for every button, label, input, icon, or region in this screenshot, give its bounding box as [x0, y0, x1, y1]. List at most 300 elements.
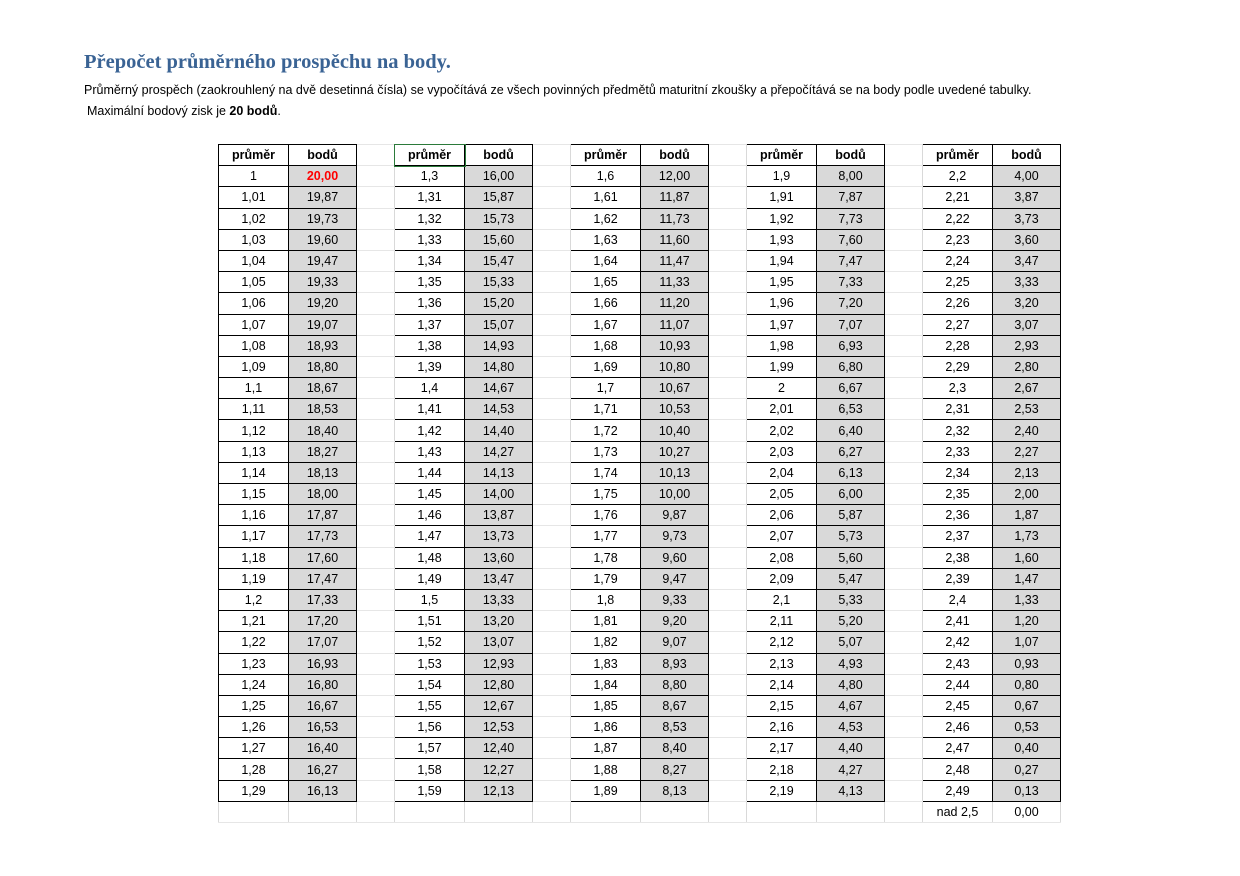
- gap-cell: [357, 229, 395, 250]
- gap-cell: [357, 738, 395, 759]
- points-cell: 13,20: [465, 611, 533, 632]
- average-cell: 1,48: [395, 547, 465, 568]
- header-average: průměr: [923, 145, 993, 166]
- points-cell: 9,33: [641, 589, 709, 610]
- gap-cell: [357, 272, 395, 293]
- points-cell: 18,53: [289, 399, 357, 420]
- points-cell: 4,80: [817, 674, 885, 695]
- points-cell: 6,27: [817, 441, 885, 462]
- gap-cell: [533, 780, 571, 801]
- average-cell: 1,31: [395, 187, 465, 208]
- gap-cell: [357, 145, 395, 166]
- points-cell: 18,80: [289, 356, 357, 377]
- points-cell: 12,40: [465, 738, 533, 759]
- points-cell: 19,33: [289, 272, 357, 293]
- table-row: [219, 611, 1061, 632]
- gap-cell: [885, 272, 923, 293]
- gap-cell: [533, 611, 571, 632]
- average-cell: 2,1: [747, 589, 817, 610]
- average-cell: 1,09: [219, 356, 289, 377]
- points-cell: 10,80: [641, 356, 709, 377]
- points-cell: 3,73: [993, 208, 1061, 229]
- gap-cell: [709, 420, 747, 441]
- average-cell: 1,96: [747, 293, 817, 314]
- points-cell: 10,53: [641, 399, 709, 420]
- points-cell: 0,40: [993, 738, 1061, 759]
- gap-cell: [533, 505, 571, 526]
- average-cell: 1,15: [219, 484, 289, 505]
- average-cell: 1,51: [395, 611, 465, 632]
- points-cell: 6,53: [817, 399, 885, 420]
- points-cell: 16,93: [289, 653, 357, 674]
- average-cell: 1,4: [395, 378, 465, 399]
- points-cell: 4,53: [817, 717, 885, 738]
- points-cell: 1,60: [993, 547, 1061, 568]
- average-cell: 2,11: [747, 611, 817, 632]
- document-title: Přepočet průměrného prospěchu na body.: [84, 51, 451, 73]
- average-cell: 1,2: [219, 589, 289, 610]
- gap-cell: [357, 801, 395, 822]
- gap-cell: [885, 314, 923, 335]
- average-cell: 2,45: [923, 695, 993, 716]
- average-cell: 2,25: [923, 272, 993, 293]
- gap-cell: [709, 526, 747, 547]
- points-cell: 10,27: [641, 441, 709, 462]
- average-cell: 1,61: [571, 187, 641, 208]
- average-cell: 1,87: [571, 738, 641, 759]
- average-cell: 1,13: [219, 441, 289, 462]
- average-cell: 1,75: [571, 484, 641, 505]
- average-cell: 1,93: [747, 229, 817, 250]
- average-cell: 2,06: [747, 505, 817, 526]
- average-cell: 1,76: [571, 505, 641, 526]
- points-cell: 10,00: [641, 484, 709, 505]
- points-cell: 19,20: [289, 293, 357, 314]
- average-cell: 1,07: [219, 314, 289, 335]
- header-points: bodů: [817, 145, 885, 166]
- points-cell: 1,87: [993, 505, 1061, 526]
- points-cell: 5,07: [817, 632, 885, 653]
- average-cell: 2,48: [923, 759, 993, 780]
- points-cell: 11,20: [641, 293, 709, 314]
- average-cell: 2,03: [747, 441, 817, 462]
- gap-cell: [885, 717, 923, 738]
- points-cell: 12,27: [465, 759, 533, 780]
- empty-cell: [747, 801, 817, 822]
- average-cell: 1,39: [395, 356, 465, 377]
- average-cell: 2: [747, 378, 817, 399]
- points-cell: 12,93: [465, 653, 533, 674]
- header-average: průměr: [571, 145, 641, 166]
- points-cell: 14,13: [465, 462, 533, 483]
- average-cell: 1,45: [395, 484, 465, 505]
- points-cell: 6,40: [817, 420, 885, 441]
- gap-cell: [533, 250, 571, 271]
- points-cell: 0,93: [993, 653, 1061, 674]
- points-cell: 14,93: [465, 335, 533, 356]
- points-cell: 5,73: [817, 526, 885, 547]
- gap-cell: [533, 356, 571, 377]
- gap-cell: [533, 717, 571, 738]
- average-cell: 1,69: [571, 356, 641, 377]
- table-row: [219, 293, 1061, 314]
- points-cell: 19,07: [289, 314, 357, 335]
- points-cell: 17,33: [289, 589, 357, 610]
- average-cell: 2,49: [923, 780, 993, 801]
- table-row: [219, 378, 1061, 399]
- average-cell: 1,42: [395, 420, 465, 441]
- average-cell: 1,04: [219, 250, 289, 271]
- gap-cell: [357, 187, 395, 208]
- average-cell: 1,23: [219, 653, 289, 674]
- max-points-value: 20 bodů: [229, 104, 278, 118]
- average-cell: 2,09: [747, 568, 817, 589]
- average-cell: 1,94: [747, 250, 817, 271]
- points-cell: 3,07: [993, 314, 1061, 335]
- average-cell: 1,16: [219, 505, 289, 526]
- points-cell: 4,93: [817, 653, 885, 674]
- gap-cell: [357, 420, 395, 441]
- average-cell: 2,19: [747, 780, 817, 801]
- average-cell: 1,84: [571, 674, 641, 695]
- table-row: [219, 462, 1061, 483]
- points-cell: 5,20: [817, 611, 885, 632]
- gap-cell: [885, 695, 923, 716]
- table-row: [219, 674, 1061, 695]
- gap-cell: [885, 166, 923, 187]
- points-cell: 10,67: [641, 378, 709, 399]
- table-row: [219, 505, 1061, 526]
- points-cell: 2,27: [993, 441, 1061, 462]
- average-cell: 1,44: [395, 462, 465, 483]
- gap-cell: [885, 526, 923, 547]
- average-cell: 1,52: [395, 632, 465, 653]
- points-cell: 8,27: [641, 759, 709, 780]
- gap-cell: [357, 293, 395, 314]
- gap-cell: [885, 632, 923, 653]
- average-cell: 1,77: [571, 526, 641, 547]
- average-cell: 1,14: [219, 462, 289, 483]
- table-row: [219, 187, 1061, 208]
- average-cell: 1,67: [571, 314, 641, 335]
- gap-cell: [885, 589, 923, 610]
- table-row: [219, 208, 1061, 229]
- gap-cell: [357, 250, 395, 271]
- table-row: [219, 759, 1061, 780]
- points-cell: 15,07: [465, 314, 533, 335]
- average-cell: 1,82: [571, 632, 641, 653]
- average-cell: 2,29: [923, 356, 993, 377]
- average-cell: 1,72: [571, 420, 641, 441]
- gap-cell: [709, 145, 747, 166]
- average-cell: 2,21: [923, 187, 993, 208]
- points-cell: 17,47: [289, 568, 357, 589]
- points-cell: 5,33: [817, 589, 885, 610]
- gap-cell: [709, 166, 747, 187]
- average-cell: 1,7: [571, 378, 641, 399]
- points-cell: 6,13: [817, 462, 885, 483]
- points-cell: 0,67: [993, 695, 1061, 716]
- average-cell: 1,79: [571, 568, 641, 589]
- points-cell: 1,20: [993, 611, 1061, 632]
- gap-cell: [533, 759, 571, 780]
- points-cell: 5,47: [817, 568, 885, 589]
- footer-points: 0,00: [993, 801, 1061, 822]
- points-cell: 15,60: [465, 229, 533, 250]
- table-row: [219, 653, 1061, 674]
- average-cell: 1,02: [219, 208, 289, 229]
- gap-cell: [357, 589, 395, 610]
- points-cell: 15,47: [465, 250, 533, 271]
- points-cell: 2,67: [993, 378, 1061, 399]
- empty-cell: [571, 801, 641, 822]
- points-cell: 18,13: [289, 462, 357, 483]
- average-cell: 2,17: [747, 738, 817, 759]
- gap-cell: [357, 695, 395, 716]
- points-cell: 17,07: [289, 632, 357, 653]
- average-cell: 1,55: [395, 695, 465, 716]
- average-cell: 2,04: [747, 462, 817, 483]
- table-row: [219, 250, 1061, 271]
- average-cell: 1,43: [395, 441, 465, 462]
- gap-cell: [885, 208, 923, 229]
- average-cell: 1,27: [219, 738, 289, 759]
- gap-cell: [709, 547, 747, 568]
- footer-average: nad 2,5: [923, 801, 993, 822]
- table-row: [219, 484, 1061, 505]
- gap-cell: [357, 632, 395, 653]
- gap-cell: [533, 208, 571, 229]
- table-row: [219, 780, 1061, 801]
- average-cell: 1,56: [395, 717, 465, 738]
- average-cell: 1,78: [571, 547, 641, 568]
- average-cell: 1,63: [571, 229, 641, 250]
- gap-cell: [885, 505, 923, 526]
- points-cell: 7,07: [817, 314, 885, 335]
- average-cell: 1,83: [571, 653, 641, 674]
- average-cell: 2,28: [923, 335, 993, 356]
- table-row: [219, 568, 1061, 589]
- average-cell: 1: [219, 166, 289, 187]
- average-cell: 1,88: [571, 759, 641, 780]
- points-cell: 11,73: [641, 208, 709, 229]
- average-cell: 1,66: [571, 293, 641, 314]
- conversion-table: [218, 144, 1061, 823]
- average-cell: 1,01: [219, 187, 289, 208]
- points-cell: 6,93: [817, 335, 885, 356]
- gap-cell: [357, 717, 395, 738]
- average-cell: 1,32: [395, 208, 465, 229]
- gap-cell: [885, 780, 923, 801]
- average-cell: 2,39: [923, 568, 993, 589]
- points-cell: 3,47: [993, 250, 1061, 271]
- points-cell: 16,53: [289, 717, 357, 738]
- gap-cell: [709, 632, 747, 653]
- average-cell: 2,41: [923, 611, 993, 632]
- gap-cell: [533, 526, 571, 547]
- points-cell: 6,67: [817, 378, 885, 399]
- intro-text: Průměrný prospěch (zaokrouhlený na dvě desetinná čísla) se vypočítává ze všech povinných předmětů maturitní zkoušky a přepočítává se na body podle uvedené tabulky.: [84, 83, 1032, 97]
- average-cell: 1,85: [571, 695, 641, 716]
- gap-cell: [709, 695, 747, 716]
- points-cell: 14,67: [465, 378, 533, 399]
- average-cell: 1,3: [395, 166, 465, 187]
- gap-cell: [533, 462, 571, 483]
- gap-cell: [533, 801, 571, 822]
- gap-cell: [357, 653, 395, 674]
- average-cell: 1,05: [219, 272, 289, 293]
- gap-cell: [885, 229, 923, 250]
- points-cell: 13,47: [465, 568, 533, 589]
- table-header-row: [219, 145, 1061, 166]
- points-cell: 19,47: [289, 250, 357, 271]
- points-cell: 12,80: [465, 674, 533, 695]
- average-cell: 2,32: [923, 420, 993, 441]
- table-row: [219, 229, 1061, 250]
- points-cell: 4,13: [817, 780, 885, 801]
- gap-cell: [885, 145, 923, 166]
- average-cell: 1,6: [571, 166, 641, 187]
- table-row: [219, 399, 1061, 420]
- average-cell: 1,28: [219, 759, 289, 780]
- points-cell: 17,20: [289, 611, 357, 632]
- gap-cell: [709, 314, 747, 335]
- average-cell: 2,01: [747, 399, 817, 420]
- average-cell: 1,06: [219, 293, 289, 314]
- points-cell: 7,60: [817, 229, 885, 250]
- points-cell: 6,80: [817, 356, 885, 377]
- average-cell: 1,1: [219, 378, 289, 399]
- empty-cell: [219, 801, 289, 822]
- average-cell: 2,12: [747, 632, 817, 653]
- average-cell: 1,36: [395, 293, 465, 314]
- gap-cell: [357, 356, 395, 377]
- table-row: [219, 420, 1061, 441]
- gap-cell: [533, 547, 571, 568]
- average-cell: 1,74: [571, 462, 641, 483]
- points-cell: 14,27: [465, 441, 533, 462]
- gap-cell: [357, 399, 395, 420]
- empty-cell: [641, 801, 709, 822]
- max-points-suffix: .: [277, 104, 281, 118]
- empty-cell: [817, 801, 885, 822]
- gap-cell: [357, 314, 395, 335]
- gap-cell: [885, 399, 923, 420]
- points-cell: 8,40: [641, 738, 709, 759]
- average-cell: 2,37: [923, 526, 993, 547]
- average-cell: 1,21: [219, 611, 289, 632]
- points-cell: 18,40: [289, 420, 357, 441]
- gap-cell: [533, 145, 571, 166]
- average-cell: 1,25: [219, 695, 289, 716]
- gap-cell: [533, 674, 571, 695]
- average-cell: 1,34: [395, 250, 465, 271]
- table-row: [219, 547, 1061, 568]
- average-cell: 2,02: [747, 420, 817, 441]
- gap-cell: [357, 611, 395, 632]
- gap-cell: [709, 441, 747, 462]
- points-cell: 1,07: [993, 632, 1061, 653]
- gap-cell: [709, 717, 747, 738]
- gap-cell: [357, 526, 395, 547]
- points-cell: 4,67: [817, 695, 885, 716]
- gap-cell: [885, 335, 923, 356]
- points-cell: 10,40: [641, 420, 709, 441]
- table-row: [219, 695, 1061, 716]
- points-cell: 12,13: [465, 780, 533, 801]
- average-cell: 1,58: [395, 759, 465, 780]
- points-cell: 15,33: [465, 272, 533, 293]
- points-cell: 7,47: [817, 250, 885, 271]
- average-cell: 1,08: [219, 335, 289, 356]
- points-cell: 11,33: [641, 272, 709, 293]
- points-cell: 18,27: [289, 441, 357, 462]
- gap-cell: [885, 611, 923, 632]
- gap-cell: [885, 738, 923, 759]
- average-cell: 1,11: [219, 399, 289, 420]
- points-cell: 11,47: [641, 250, 709, 271]
- gap-cell: [885, 547, 923, 568]
- points-cell: 7,73: [817, 208, 885, 229]
- table-row: [219, 272, 1061, 293]
- average-cell: 2,08: [747, 547, 817, 568]
- points-cell: 0,53: [993, 717, 1061, 738]
- points-cell: 9,73: [641, 526, 709, 547]
- average-cell: 2,2: [923, 166, 993, 187]
- gap-cell: [885, 653, 923, 674]
- gap-cell: [709, 653, 747, 674]
- average-cell: 1,49: [395, 568, 465, 589]
- points-cell: 18,00: [289, 484, 357, 505]
- average-cell: 1,95: [747, 272, 817, 293]
- gap-cell: [533, 738, 571, 759]
- points-cell: 0,27: [993, 759, 1061, 780]
- points-cell: 4,00: [993, 166, 1061, 187]
- gap-cell: [357, 505, 395, 526]
- gap-cell: [709, 356, 747, 377]
- gap-cell: [709, 759, 747, 780]
- average-cell: 1,5: [395, 589, 465, 610]
- points-cell: 9,20: [641, 611, 709, 632]
- average-cell: 1,98: [747, 335, 817, 356]
- points-cell: 13,60: [465, 547, 533, 568]
- gap-cell: [357, 547, 395, 568]
- average-cell: 1,65: [571, 272, 641, 293]
- gap-cell: [533, 399, 571, 420]
- gap-cell: [533, 293, 571, 314]
- points-cell: 8,53: [641, 717, 709, 738]
- gap-cell: [709, 187, 747, 208]
- points-cell: 1,73: [993, 526, 1061, 547]
- average-cell: 2,38: [923, 547, 993, 568]
- points-cell: 17,73: [289, 526, 357, 547]
- gap-cell: [709, 738, 747, 759]
- points-cell: 8,67: [641, 695, 709, 716]
- average-cell: 2,47: [923, 738, 993, 759]
- average-cell: 2,34: [923, 462, 993, 483]
- points-cell: 18,67: [289, 378, 357, 399]
- points-cell: 11,07: [641, 314, 709, 335]
- average-cell: 1,89: [571, 780, 641, 801]
- points-cell: 2,80: [993, 356, 1061, 377]
- gap-cell: [533, 420, 571, 441]
- points-cell: 11,60: [641, 229, 709, 250]
- average-cell: 1,17: [219, 526, 289, 547]
- gap-cell: [885, 250, 923, 271]
- gap-cell: [709, 801, 747, 822]
- table-row: [219, 632, 1061, 653]
- points-cell: 9,07: [641, 632, 709, 653]
